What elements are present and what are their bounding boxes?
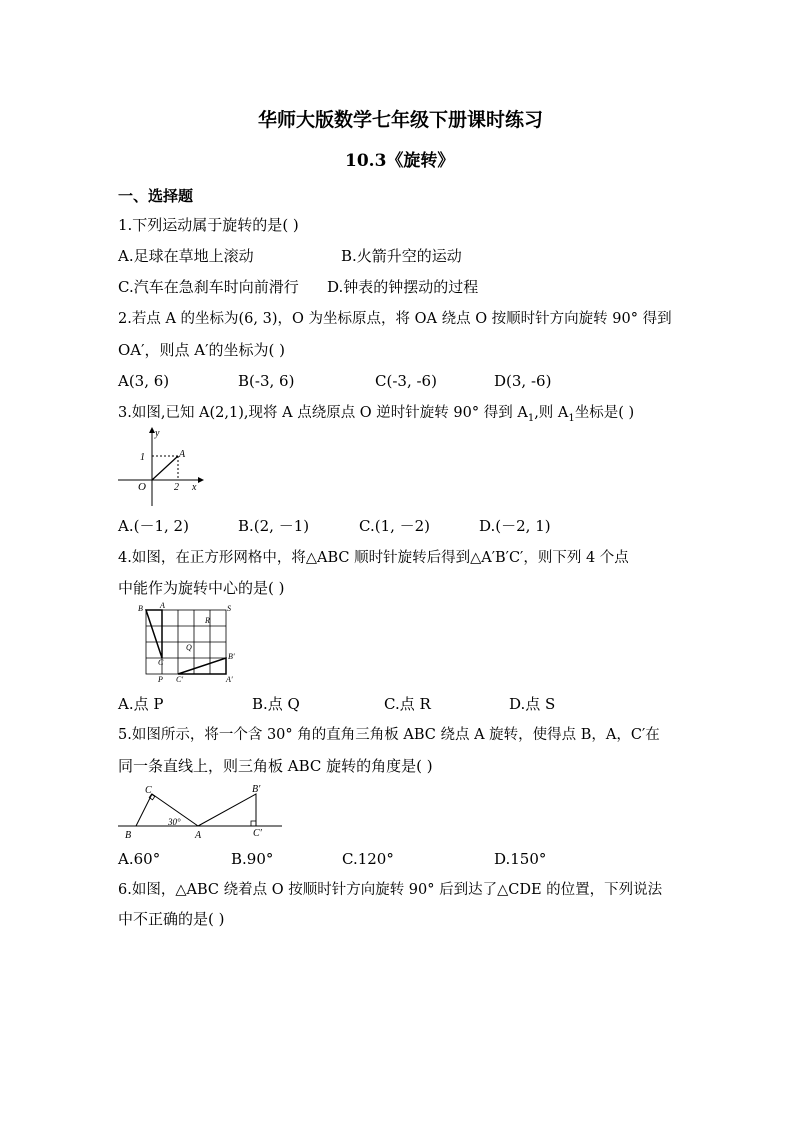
q5-triangle-ab2c2 [198,794,256,826]
q4-triangle-a2b2c2 [178,658,226,674]
q3-stem-post: 坐标是( ) [574,405,635,421]
q4-stem-line1: 4.如图，在正方形网格中，将△ABC 顺时针旋转后得到△A′B′C′，则下列 4 个点 [118,550,629,566]
q3-stem-pre: 3.如图,已知 A(2,1),现将 A 点绕原点 O 逆时针旋转 90° 得到 A [118,405,528,421]
q5-figure [116,780,286,842]
q4-label-r: R [205,616,210,625]
q4-figure [132,602,242,684]
q4-label-a2: A′ [226,675,233,684]
q5-label-a: A [195,830,202,841]
q5-option-a: A.60° [118,850,161,868]
q4-triangle-abc [146,610,162,658]
q5-label-c2: C′ [253,828,262,839]
q3-option-d: D.(－2, 1) [479,517,551,535]
q2-option-c: C(-3, -6) [375,372,437,390]
q4-option-b: B.点 Q [252,695,300,713]
q5-label-c: C [145,785,152,796]
q3-label-o: O [138,481,146,493]
q4-label-c: C [158,658,164,667]
q6-stem-line1: 6.如图，△ABC 绕着点 O 按顺时针方向旋转 90° 后到达了△CDE 的位置，下列说法 [118,882,663,898]
q3-option-b: B.(2, －1) [238,517,310,535]
q4-label-q: Q [186,643,192,652]
page-title: 华师大版数学七年级下册课时练习 [258,109,544,131]
q3-stem-sub2: 1 [568,412,575,424]
q3-option-a: A.(－1, 2) [118,517,189,535]
q3-figure [118,424,208,510]
q4-option-a: A.点 P [118,695,164,713]
q2-option-a: A(3, 6) [118,372,170,390]
q4-label-p: P [158,675,163,684]
q3-label-2: 2 [174,482,179,493]
q3-stem-sub1: 1 [527,412,535,424]
q3-label-y: y [155,428,160,439]
q2-option-b: B(-3, 6) [238,372,295,390]
q5-label-b2: B′ [252,784,261,795]
section-heading: 一、选择题 [118,187,194,205]
q4-stem-line2: 中能作为旋转中心的是( ) [118,579,285,597]
page-subtitle: 10.3《旋转》 [345,151,455,171]
q5-option-b: B.90° [231,850,274,868]
q1-option-d: D.钟表的钟摆动的过程 [327,278,479,296]
q5-stem-line2: 同一条直线上，则三角板 ABC 旋转的角度是( ) [118,757,433,775]
q3-label-x: x [192,482,197,493]
q2-stem-line2: OA′，则点 A′的坐标为( ) [118,341,286,359]
q3-stem-mid: ,则 A [534,405,569,421]
q6-stem-line2: 中不正确的是( ) [118,910,225,928]
q5-option-c: C.120° [342,850,394,868]
q4-label-c2: C′ [176,675,184,684]
q5-right-angle-c2 [251,821,256,826]
q5-option-d: D.150° [494,850,547,868]
q5-label-b: B [125,830,132,841]
q1-option-c: C.汽车在急刹车时向前滑行 [118,278,299,296]
q4-label-a: A [160,602,165,610]
q2-option-d: D(3, -6) [494,372,552,390]
q3-label-a: A [179,449,186,460]
q4-label-b2: B′ [228,652,235,661]
q3-x-arrow [198,477,204,483]
q1-option-a: A.足球在草地上滚动 [118,247,254,265]
q5-label-angle: 30° [168,817,181,827]
q4-option-d: D.点 S [509,695,556,713]
q2-stem-line1: 2.若点 A 的坐标为(6, 3)，O 为坐标原点，将 OA 绕点 O 按顺时针方向旋转 90° 得到 [118,311,672,327]
q3-option-c: C.(1, －2) [359,517,431,535]
q4-label-b: B [138,604,143,613]
q1-option-b: B.火箭升空的运动 [341,247,462,265]
q4-label-s: S [227,604,231,613]
q5-stem-line1: 5.如图所示，将一个含 30° 角的直角三角板 ABC 绕点 A 旋转，使得点 B，A，C′在 [118,727,660,743]
q3-label-1: 1 [140,452,145,463]
q5-triangle-abc [136,794,198,826]
q1-stem: 1.下列运动属于旋转的是( ) [118,216,299,234]
q3-segment-oa [152,456,178,480]
q4-option-c: C.点 R [384,695,431,713]
